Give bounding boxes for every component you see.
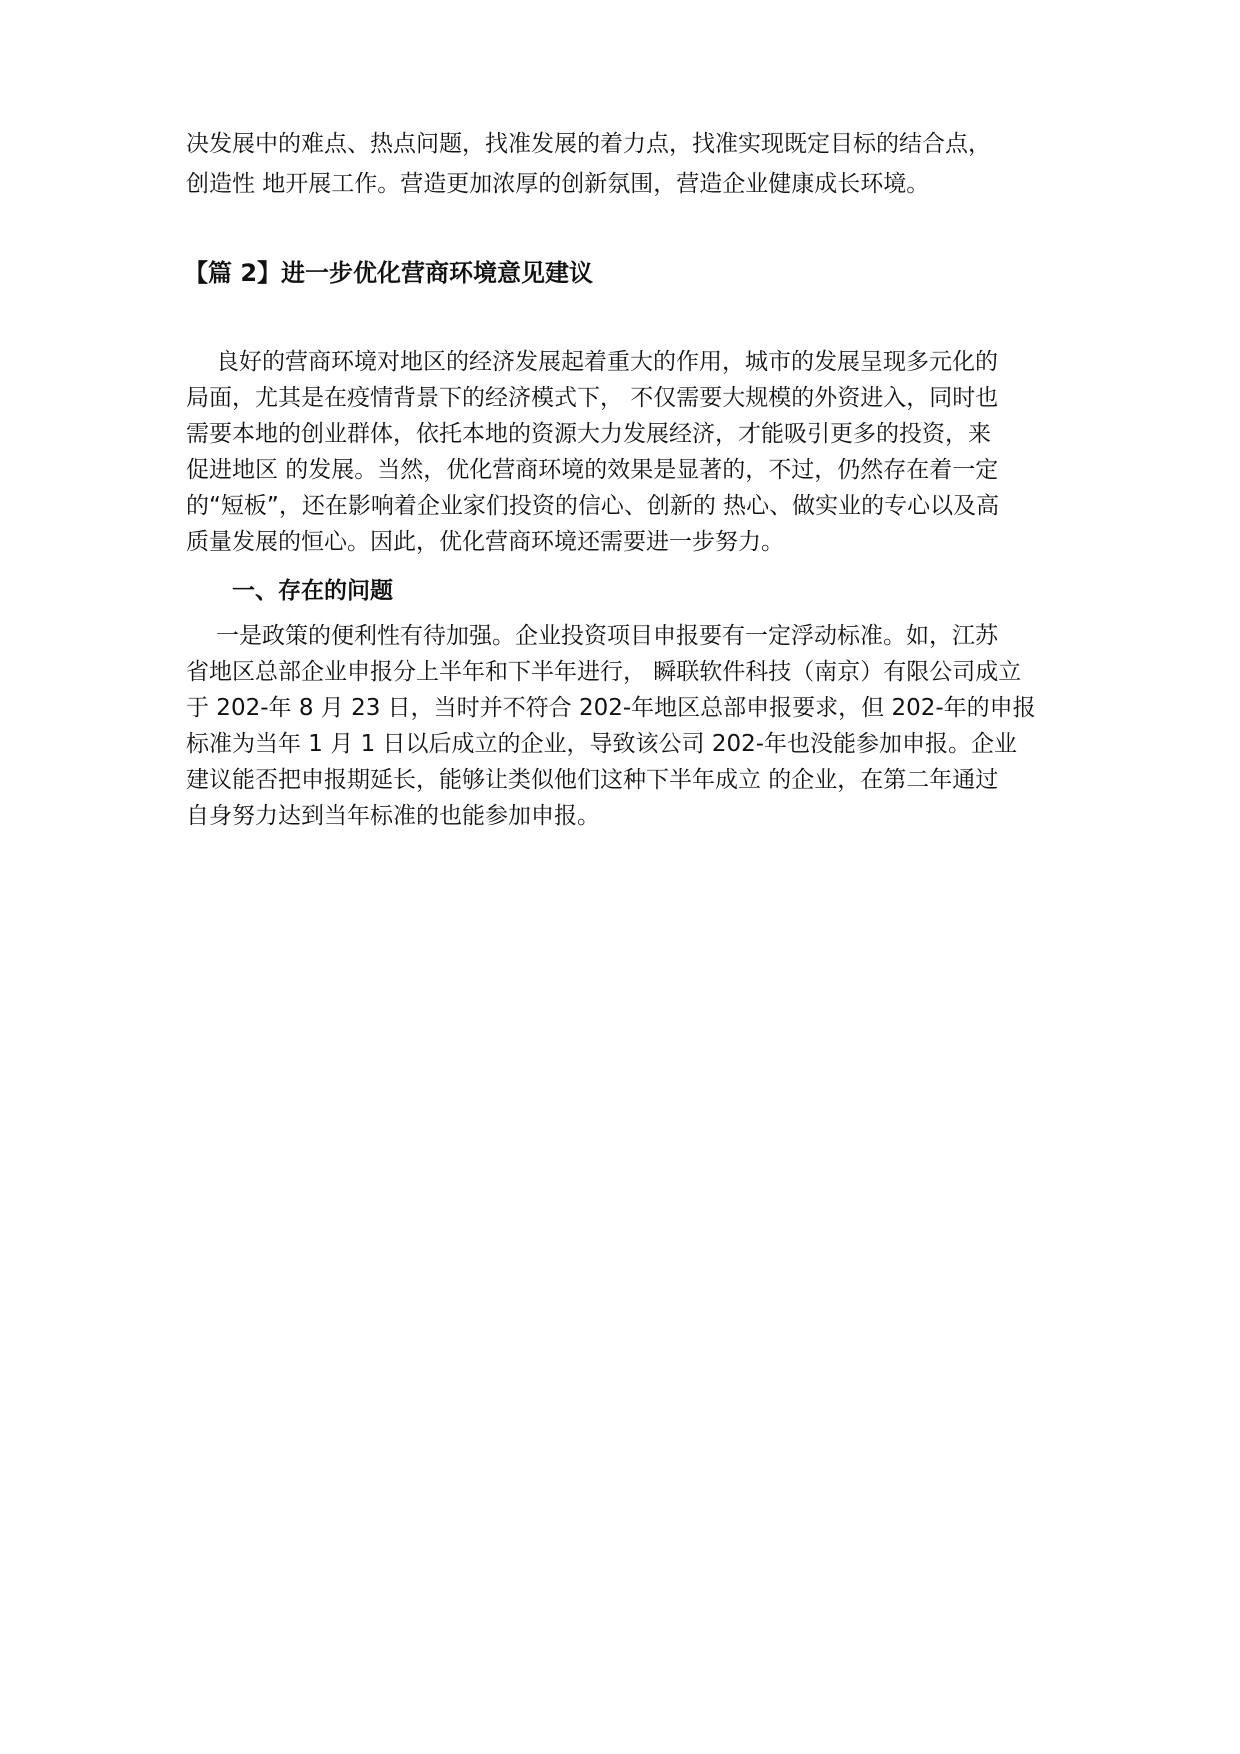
paragraph2-line-5: 建议能否把申报期延长，能够让类似他们这种下半年成立 的企业，在第二年通过 [186, 767, 999, 793]
paragraph2-line-1: 一是政策的便利性有待加强。企业投资项目申报要有一定浮动标准。如，江苏 [216, 623, 998, 649]
paragraph2-line-4: 标准为当年 1 月 1 日以后成立的企业，导致该公司 202-年也没能参加申报。企业 [186, 731, 1018, 757]
paragraph1-line-6: 质量发展的恒心。因此，优化营商环境还需要进一步努力。 [186, 529, 784, 555]
intro-line-1: 决发展中的难点、热点问题，找准发展的着力点，找准实现既定目标的结合点， [186, 131, 991, 157]
paragraph2-line-3: 于 202-年 8 月 23 日，当时并不符合 202-年地区总部申报要求，但 202-年的申报 [186, 695, 1036, 721]
paragraph1-line-2: 局面，尤其是在疫情背景下的经济模式下， 不仅需要大规模的外资进入，同时也 [186, 385, 999, 411]
paragraph2-line-6: 自身努力达到当年标准的也能参加申报。 [186, 803, 600, 829]
paragraph1-line-3: 需要本地的创业群体，依托本地的资源大力发展经济，才能吸引更多的投资，来 [186, 421, 991, 447]
paragraph1-line-5: 的“短板”，还在影响着企业家们投资的信心、创新的 热心、做实业的专心以及高 [186, 493, 1000, 519]
section-title: 【篇 2】进一步优化营商环境意见建议 [184, 259, 594, 287]
paragraph2-line-2: 省地区总部企业申报分上半年和下半年进行， 瞬联软件科技（南京）有限公司成立 [186, 659, 1022, 685]
intro-line-2: 创造性 地开展工作。营造更加浓厚的创新氛围，营造企业健康成长环境。 [186, 171, 930, 197]
paragraph1-line-1: 良好的营商环境对地区的经济发展起着重大的作用，城市的发展呈现多元化的 [216, 349, 998, 375]
paragraph1-line-4: 促进地区 的发展。当然，优化营商环境的效果是显著的，不过，仍然存在着一定 [186, 457, 999, 483]
subheading-problems: 一、存在的问题 [232, 578, 393, 604]
